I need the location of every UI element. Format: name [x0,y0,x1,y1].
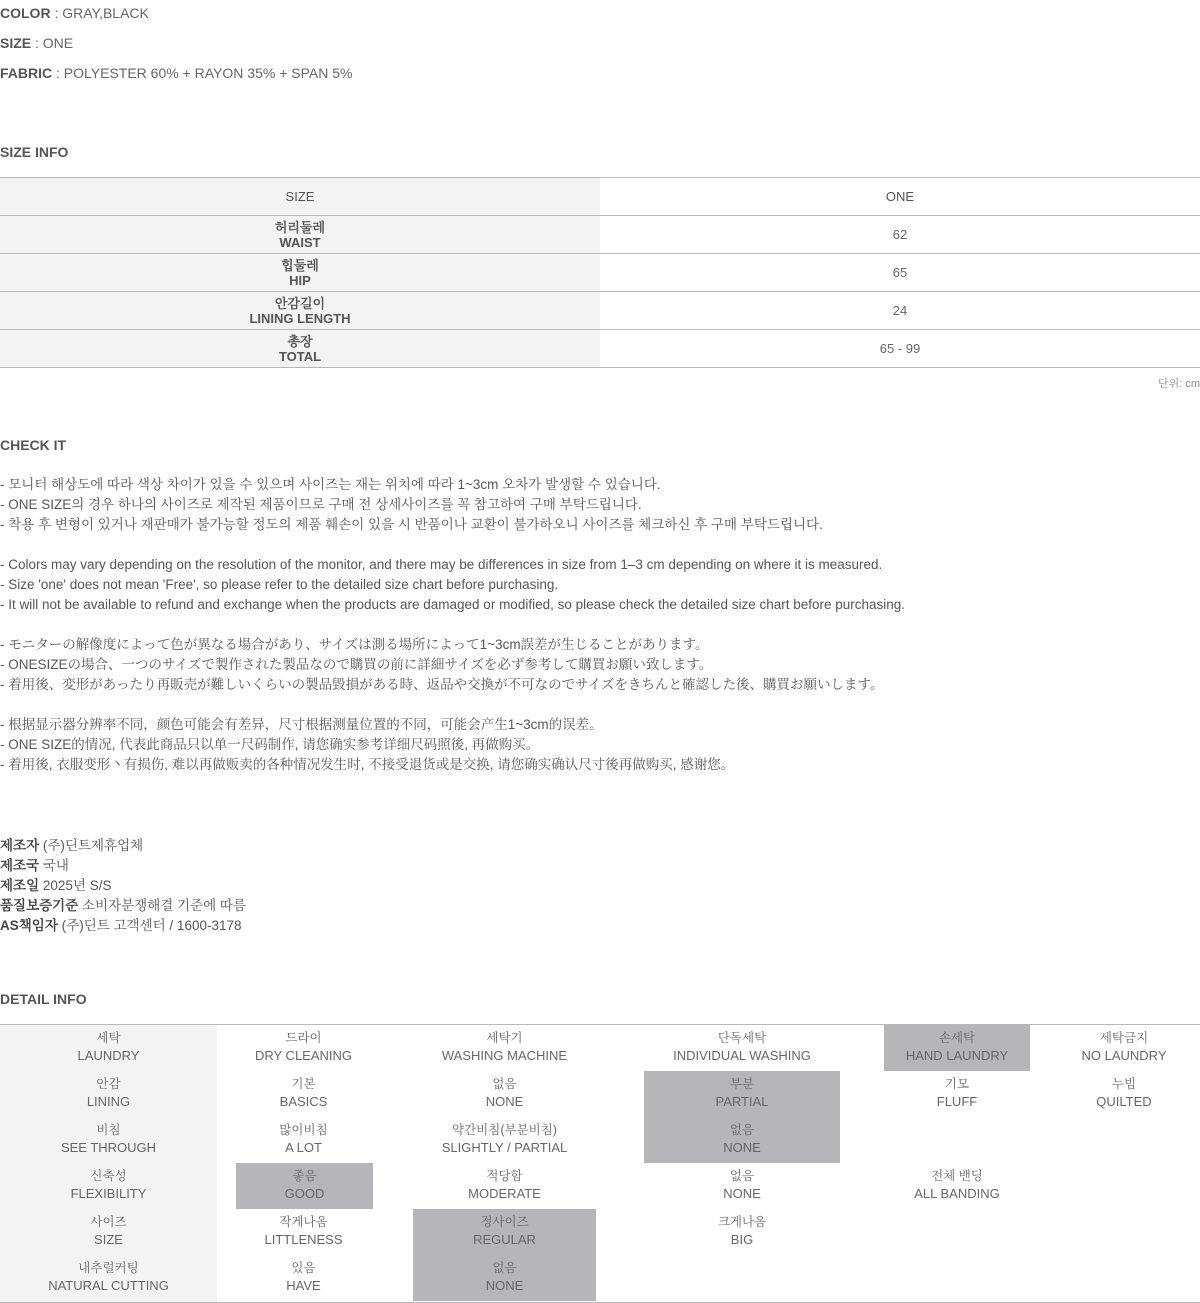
detail-cell-en: BASICS [279,1094,328,1109]
detail-cell-en: SEE THROUGH [60,1140,157,1155]
note-line: - It will not be available to refund and exchange when the products are damaged or modified, so please check the detailed size chart before purchasing. [0,597,906,612]
detail-cell-ko: 비침 [96,1123,121,1137]
detail-cell-ko: 없음 [729,1123,755,1137]
detail-cell [884,1163,1030,1209]
detail-cell [0,1117,217,1163]
spec-color-value: GRAY,BLACK [62,5,149,21]
measure-label-en: TOTAL [278,348,322,364]
measure-label [0,216,600,254]
detail-cell-ko: 세탁금지 [1099,1031,1149,1045]
notes-japanese [0,635,883,695]
maker-label: 제조자 [0,838,40,853]
spec-size: SIZE : ONE [0,35,74,51]
measure-label-en: WAIST [279,234,321,250]
note-line: - ONE SIZE的情况, 代表此商品只以单一尺码制作, 请您确实参考详细尺码照後, 再做购买。 [0,737,540,752]
measure-label-en: HIP [289,272,311,288]
detail-cell [413,1117,596,1163]
notes-english [0,555,905,615]
detail-cell [217,1071,390,1117]
note-line: - Size 'one' does not mean 'Free', so please refer to the detailed size chart before purchasing. [0,577,559,592]
detail-cell-en: MODERATE [468,1186,541,1201]
detail-cell-en: HAVE [286,1278,321,1293]
maker-label: 제조일 [0,878,40,893]
detail-cell-en: LITTLENESS [264,1232,343,1247]
detail-cell [217,1209,390,1255]
maker-value: 국내 [42,858,69,873]
detail-cell-ko: 약간비침(부분비침) [452,1123,557,1137]
detail-cell [644,1117,840,1163]
detail-cell [644,1209,840,1255]
maker-row [0,916,246,936]
note-line: - 착용 후 변형이 있거나 재판매가 불가능할 정도의 제품 훼손이 있을 시 반품이나 교환이 불가하오니 사이즈를 체크하신 후 구매 부탁드립니다. [0,517,823,532]
maker-row [0,896,246,916]
detail-cell [884,1025,1030,1071]
table-row [0,330,1200,368]
note-line: - ONE SIZE의 경우 하나의 사이즈로 제작된 제품이므로 구매 전 상세사이즈를 꼭 참고하여 구매 부탁드립니다. [0,497,642,512]
maker-label: 제조국 [0,858,40,873]
detail-cell-ko: 작게나옴 [279,1215,328,1229]
detail-cell-ko: 신축성 [90,1169,127,1183]
table-row [0,216,1200,254]
detail-cell [0,1071,217,1117]
maker-label: AS책임자 [0,918,58,933]
detail-cell-ko: 없음 [492,1077,517,1091]
detail-cell [644,1163,840,1209]
detail-cell [413,1209,596,1255]
detail-cell-ko: 단독세탁 [717,1031,767,1045]
detail-cell [236,1163,373,1209]
measure-label [0,330,600,368]
detail-cell-en: INDIVIDUAL WASHING [673,1048,811,1063]
detail-cell-en: DRY CLEANING [254,1048,353,1063]
detail-cell [1048,1071,1200,1117]
detail-cell [884,1071,1030,1117]
detail-cell-en: GOOD [284,1186,325,1201]
notes-korean [0,475,823,535]
detail-cell-en: LAUNDRY [77,1048,140,1063]
note-line: - Colors may vary depending on the resolution of the monitor, and there may be differences in size from 1–3 cm depending on where it is measured. [0,557,883,572]
detail-cell [217,1117,390,1163]
detail-cell-ko: 사이즈 [90,1215,127,1229]
detail-cell-ko: 없음 [492,1261,517,1275]
size-table [0,177,1200,368]
detail-cell-en: FLUFF [936,1094,978,1109]
size-header-label: SIZE [0,178,600,216]
maker-row [0,856,246,876]
detail-cell-en: NONE [723,1186,761,1201]
measure-label-ko: 힙둘레 [281,257,319,273]
unit-note: 단위: cm [1157,378,1200,390]
detail-cell-ko: 세탁기 [486,1031,523,1045]
maker-info [0,836,246,936]
note-line: - モニターの解像度によって色が異なる場合があり、サイズは測る場所によって1~3cm誤差が生じることがあります。 [0,637,709,652]
note-line: - ONESIZEの場合、一つのサイズで製作された製品なので購買の前に詳細サイズを必ず参考して購買お願い致します。 [0,657,713,672]
detail-cell-ko: 누빔 [1111,1077,1137,1091]
detail-grid [0,1024,1200,1303]
detail-cell-en: LINING [86,1094,131,1109]
note-line: - 着用後、変形があったり再販売が難しいくらいの製品毀損がある時、返品や交換が不可なのでサイズをきちんと確認した後、購買お願いします。 [0,677,884,692]
detail-cell-en: FLEXIBILITY [70,1186,147,1201]
detail-cell [413,1163,596,1209]
spec-fabric-label: FABRIC [0,65,53,81]
detail-cell-ko: 드라이 [285,1031,322,1045]
measure-label [0,292,600,330]
detail-cell-en: SIZE [94,1232,123,1247]
detail-cell [413,1025,596,1071]
detail-cell-en: BIG [730,1232,754,1247]
detail-cell-ko: 없음 [729,1169,755,1183]
note-line: - 모니터 해상도에 따라 색상 차이가 있을 수 있으며 사이즈는 재는 위치에 따라 1~3cm 오차가 발생할 수 있습니다. [0,477,661,492]
detail-cell-en: SLIGHTLY / PARTIAL [441,1140,568,1155]
table-row [0,292,1200,330]
measure-value: 65 - 99 [600,330,1200,368]
spec-fabric: FABRIC : POLYESTER 60% + RAYON 35% + SPAN 5% [0,65,353,81]
detail-cell-en: NATURAL CUTTING [48,1278,169,1293]
maker-row [0,876,246,896]
detail-cell [644,1071,840,1117]
size-info-title: SIZE INFO [0,144,69,160]
note-line: - 着用後, 衣服变形丶有损伤, 难以再做贩卖的各种情况发生时, 不接受退货或是交换, 请您确实确认尺寸後再做购买, 感谢您。 [0,757,735,772]
detail-cell [217,1255,390,1301]
spec-color: COLOR : GRAY,BLACK [0,5,149,21]
measure-label-en: LINING LENGTH [249,310,351,326]
spec-size-label: SIZE [0,35,32,51]
maker-row [0,836,246,856]
detail-cell-ko: 좋음 [292,1169,317,1183]
notes-chinese [0,715,734,775]
detail-cell [0,1255,217,1301]
detail-cell-ko: 기본 [291,1077,316,1091]
detail-cell-en: HAND LAUNDRY [905,1048,1009,1063]
detail-cell-en: NONE [485,1094,524,1109]
detail-cell-ko: 많이비침 [279,1123,328,1137]
detail-cell-ko: 정사이즈 [480,1215,529,1229]
size-header-value: ONE [600,178,1200,216]
detail-cell [0,1025,217,1071]
maker-value: (주)딘트제휴업체 [42,838,144,853]
measure-value: 65 [600,254,1200,292]
detail-cell [644,1025,840,1071]
detail-cell-en: REGULAR [473,1232,536,1247]
detail-cell-ko: 안감 [96,1077,121,1091]
size-table-header [0,178,1200,216]
detail-cell-ko: 기모 [944,1077,970,1091]
measure-label-ko: 총장 [287,333,313,349]
maker-value: (주)딘트 고객센터 / 1600-3178 [61,918,242,933]
note-line: - 根据显示器分辨率不同，颜色可能会有差异，尺寸根据测量位置的不同，可能会产生1~3cm的误差。 [0,717,603,732]
detail-cell [1048,1025,1200,1071]
maker-label: 품질보증기준 [0,898,79,913]
detail-info-title: DETAIL INFO [0,991,87,1007]
measure-value: 62 [600,216,1200,254]
detail-cell-en: PARTIAL [715,1094,769,1109]
measure-label-ko: 허리둘레 [274,219,326,235]
detail-cell [0,1209,217,1255]
detail-cell-ko: 적당함 [486,1169,523,1183]
table-row [0,254,1200,292]
detail-cell-en: NO LAUNDRY [1081,1048,1167,1063]
measure-label-ko: 안감길이 [274,295,326,311]
spec-color-label: COLOR [0,5,51,21]
detail-cell-en: WASHING MACHINE [441,1048,568,1063]
detail-cell-en: ALL BANDING [914,1186,1000,1201]
spec-fabric-value: POLYESTER 60% + RAYON 35% + SPAN 5% [63,65,353,81]
detail-cell-ko: 부분 [729,1077,755,1091]
maker-value: 2025년 S/S [42,878,112,893]
detail-cell [217,1025,390,1071]
detail-cell-ko: 내추럴커팅 [78,1261,139,1275]
detail-cell-ko: 크게나옴 [717,1215,767,1229]
spec-size-value: ONE [42,35,74,51]
detail-cell-ko: 세탁 [96,1031,121,1045]
maker-value: 소비자분쟁해결 기준에 따름 [82,898,247,913]
detail-cell-en: NONE [485,1278,524,1293]
detail-cell-en: A LOT [285,1140,322,1155]
detail-cell [0,1163,217,1209]
measure-label [0,254,600,292]
check-it-title: CHECK IT [0,437,67,453]
detail-cell-ko: 전체 밴딩 [931,1169,983,1183]
detail-cell-en: QUILTED [1096,1094,1152,1109]
detail-cell [413,1071,596,1117]
measure-value: 24 [600,292,1200,330]
detail-cell-en: NONE [723,1140,761,1155]
detail-cell-ko: 있음 [291,1261,316,1275]
detail-cell-ko: 손세탁 [938,1031,976,1045]
detail-cell [413,1255,596,1301]
